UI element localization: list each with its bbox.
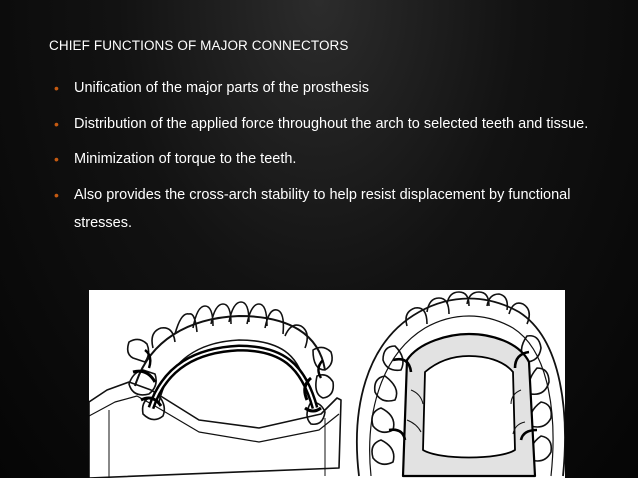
bullet-list [49, 74, 609, 237]
bullet-text: Unification of the major parts of the prosthesis [74, 80, 369, 96]
bullet-text: Minimization of torque to the teeth. [74, 151, 297, 167]
bullet-item [49, 181, 609, 237]
bullet-item [49, 145, 609, 173]
bullet-text: Distribution of the applied force throughout the arch to selected teeth and tissue. [74, 116, 589, 132]
bullet-item [49, 74, 609, 102]
bullet-icon: • [54, 151, 59, 167]
slide-title: CHIEF FUNCTIONS OF MAJOR CONNECTORS [49, 38, 349, 53]
mandibular-cast-illustration [89, 302, 341, 478]
bullet-icon: • [54, 187, 59, 203]
bullet-text: Also provides the cross-arch stability to help resist displacement by functional stresses. [74, 187, 571, 231]
dental-illustration [89, 290, 565, 478]
bullet-icon: • [54, 80, 59, 96]
bullet-item [49, 110, 609, 138]
maxillary-cast-illustration [357, 292, 565, 476]
bullet-icon: • [54, 116, 59, 132]
